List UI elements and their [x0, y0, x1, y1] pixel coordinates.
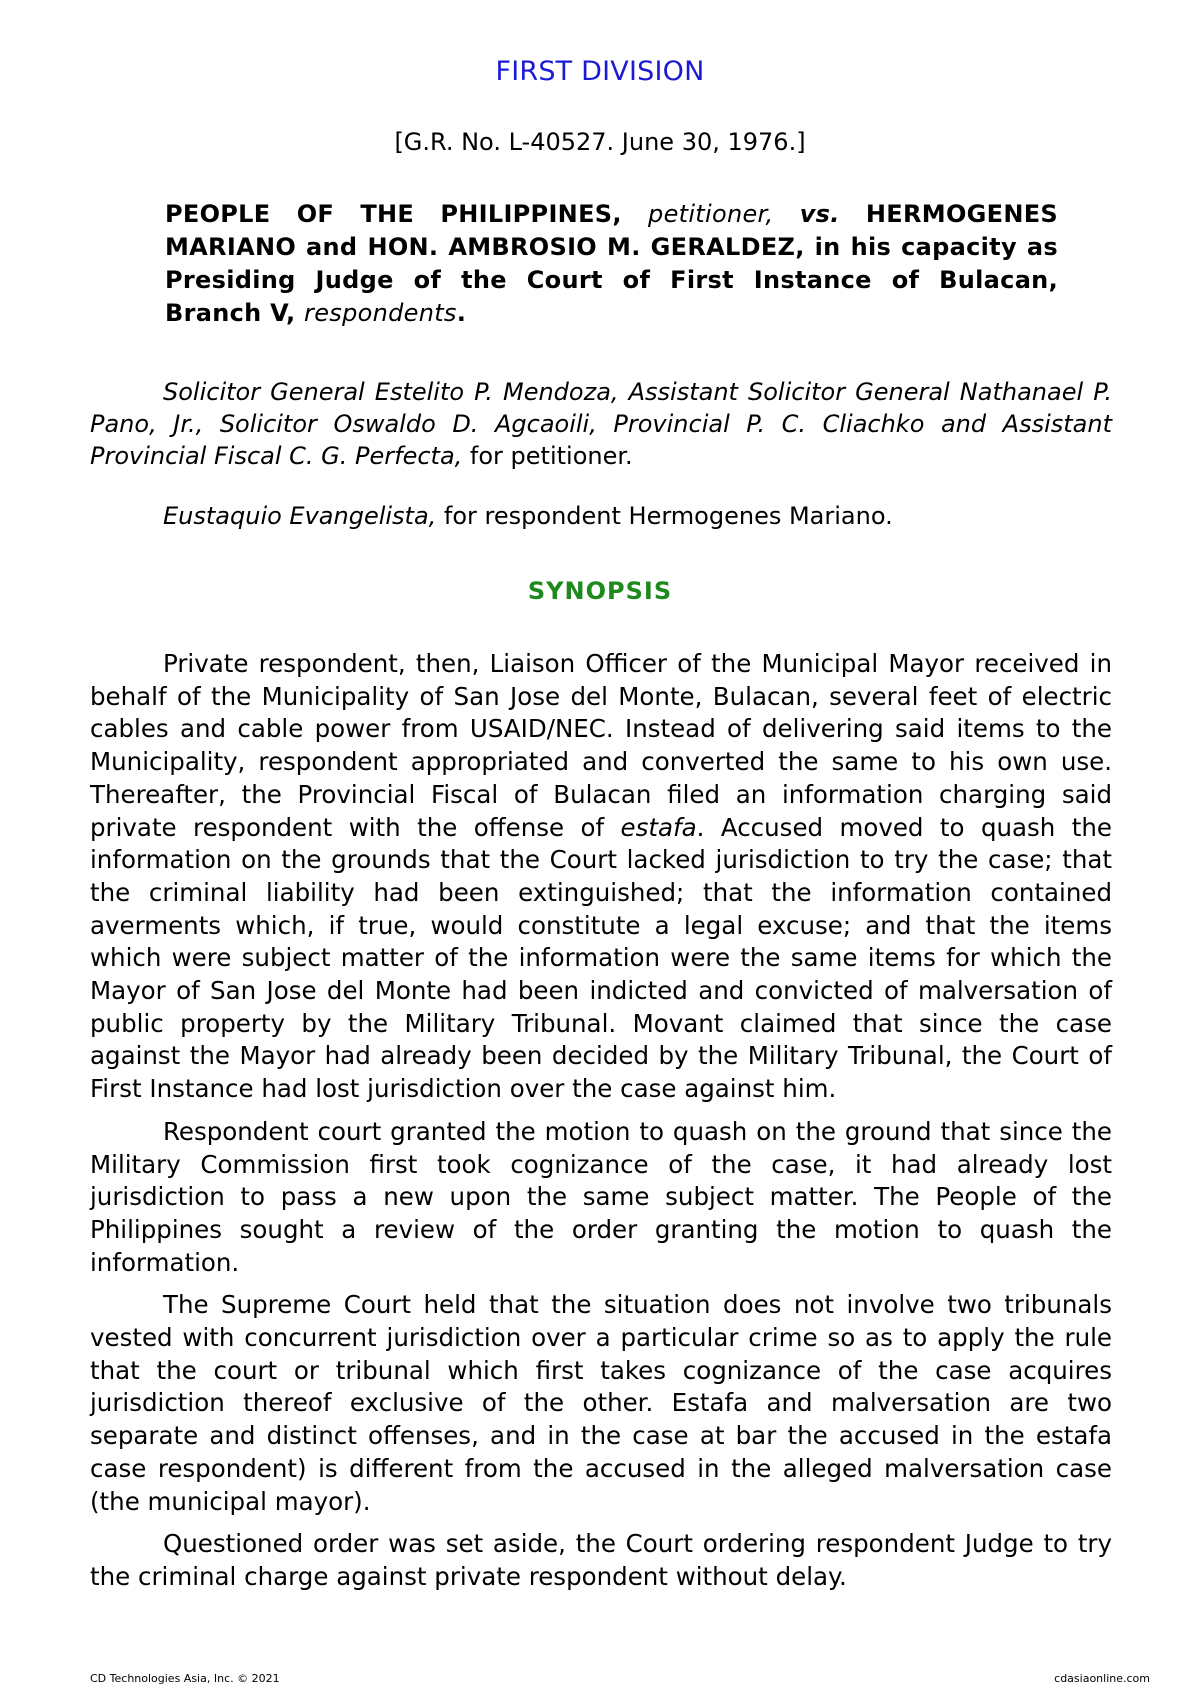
footer-website: cdasiaonline.com [1054, 1672, 1150, 1685]
synopsis-paragraph-1 [90, 648, 1112, 1106]
footer-copyright: CD Technologies Asia, Inc. © 2021 [90, 1672, 280, 1685]
separator: . [456, 299, 467, 327]
respondent-counsel-suffix: for respondent Hermogenes Mariano. [436, 502, 893, 530]
synopsis-body [90, 648, 1112, 1604]
synopsis-paragraph-4: Questioned order was set aside, the Court ordering respondent Judge to try the criminal charge against private respondent without delay. [90, 1529, 1112, 1591]
respondent-role: respondents [304, 299, 457, 327]
case-parties [165, 198, 1058, 330]
petitioner-counsel-suffix: for petitioner. [462, 442, 633, 470]
synopsis-paragraph-3: The Supreme Court held that the situation does not involve two tribunals vested with concurrent jurisdiction over a particular crime so as to apply the rule that the court or tribunal which first takes cognizance of the case acquires jurisdiction thereof exclusive of the other. Estafa and malversation are two separate and distinct offenses, and in the case at bar the accused in the estafa case respondent) is different from the accused in the alleged malversation case (the municipal mayor). [90, 1290, 1112, 1516]
paragraph-text: . Accused moved to quash the information on the grounds that the Court lacked jurisdiction to try the case; that the criminal liability had been extinguished; that the information contained averments which, if true, would constitute a legal excuse; and that the items which were subject matter of the information were the same items for which the Mayor of San Jose del Monte had been indicted and convicted of malversation of public property by the Military Tribunal. Movant claimed that since the case against the Mayor had already been decided by the Military Tribunal, the Court of First Instance had lost jurisdiction over the case against him. [90, 812, 1112, 1104]
respondent-counsel-name: Eustaquio Evangelista, [163, 502, 437, 530]
petitioner-counsel-names: Solicitor General Estelito P. Mendoza, Assistant Solicitor General Nathanael P. Pano, Jr., Solicitor Oswaldo D. Agcaoili, Provincial P. C. Cliachko and Assistant Provincial Fiscal C. G. Perfecta, [90, 378, 1112, 470]
petitioner-role: petitioner, [648, 200, 774, 228]
separator: , [612, 200, 649, 228]
paragraph-text: Private respondent, then, Liaison Officer of the Municipal Mayor received in behalf of the Municipality of San Jose del Monte, Bulacan, several feet of electric cables and cable power from USAID/NEC. Instead of delivering said items to the Municipality, respondent appropriated and converted the same to his own use. Thereafter, the Provincial Fiscal of Bulacan filed an information charging said private respondent with the offense of [90, 649, 1112, 842]
separator: , [285, 299, 305, 327]
respondents-names: HERMOGENES MARIANO and HON. AMBROSIO M. GERALDEZ, in his capacity as Presiding Judge of the Court of First Instance of Bulacan, Branch V [165, 200, 1059, 327]
synopsis-heading: SYNOPSIS [527, 577, 673, 605]
petitioner-name: PEOPLE OF THE PHILIPPINES [165, 200, 613, 228]
separator [773, 200, 799, 228]
petitioner-counsel [90, 376, 1112, 472]
versus-label: vs. [799, 200, 840, 228]
respondent-counsel [90, 500, 1112, 532]
paragraph-italic-term: estafa [620, 812, 697, 842]
synopsis-paragraph-2: Respondent court granted the motion to quash on the ground that since the Military Commission first took cognizance of the case, it had already lost jurisdiction to pass a new upon the same subject matter. The People of the Philippines sought a review of the order granting the motion to quash the information. [90, 1116, 1112, 1277]
case-number: [G.R. No. L-40527. June 30, 1976.] [394, 128, 806, 156]
division-heading: FIRST DIVISION [495, 56, 705, 87]
